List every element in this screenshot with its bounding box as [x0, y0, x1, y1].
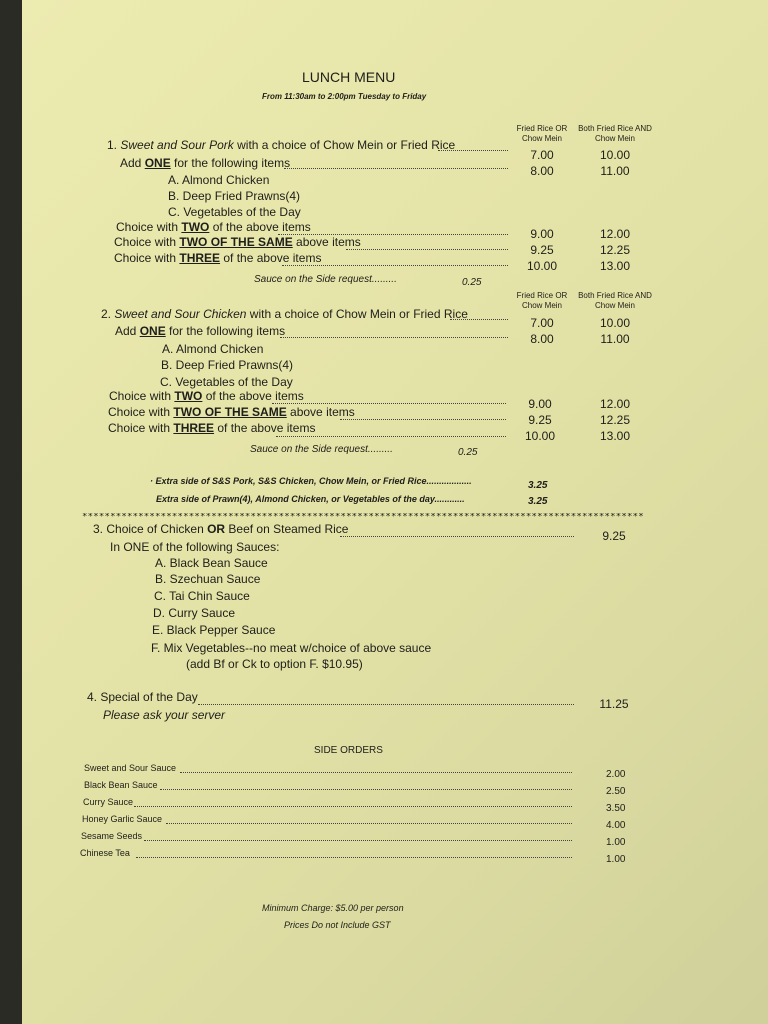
- section2-choice: Choice with TWO OF THE SAME above items: [108, 405, 355, 419]
- col-header-single: Fried Rice OR Chow Mein: [516, 124, 568, 143]
- section1-option: A. Almond Chicken: [168, 173, 270, 187]
- price: 7.00: [530, 316, 554, 330]
- section1-option: C. Vegetables of the Day: [168, 205, 301, 219]
- section2-add-one: Add ONE for the following items: [115, 324, 286, 338]
- extra-side-line: Extra side of Prawn(4), Almond Chicken, or Vegetables of the day............: [156, 494, 465, 504]
- col-header-single: Fried Rice OR Chow Mein: [516, 291, 568, 310]
- price: 3.25: [528, 480, 548, 491]
- price: 2.00: [606, 769, 626, 780]
- section2-sauce-request: Sauce on the Side request.........: [250, 444, 393, 455]
- menu-hours: From 11:30am to 2:00pm Tuesday to Friday: [262, 92, 427, 101]
- menu-title: LUNCH MENU: [302, 69, 396, 85]
- col-header-both: Both Fried Rice AND Chow Mein: [578, 124, 652, 143]
- price: 11.00: [600, 332, 630, 346]
- section4-subheading: Please ask your server: [103, 708, 226, 722]
- col-header-both: Both Fried Rice AND Chow Mein: [578, 291, 652, 310]
- price: 10.00: [599, 316, 631, 330]
- side-order-item: Sesame Seeds: [81, 831, 143, 841]
- price: 10.00: [599, 148, 631, 162]
- section3-option: B. Szechuan Sauce: [155, 572, 261, 586]
- section2-choice: Choice with THREE of the above items: [108, 421, 316, 435]
- price: 12.25: [599, 243, 631, 257]
- price: 13.00: [599, 259, 631, 273]
- price: 13.00: [599, 429, 631, 443]
- menu-page: [22, 0, 768, 1024]
- price: 9.25: [528, 413, 552, 427]
- price: 8.00: [530, 164, 554, 178]
- price: 12.00: [599, 397, 631, 411]
- price: 0.25: [458, 447, 478, 458]
- side-order-item: Sweet and Sour Sauce: [84, 763, 177, 773]
- side-order-item: Chinese Tea: [80, 848, 130, 858]
- section1-heading: 1. Sweet and Sour Pork with a choice of Chow Mein or Fried Rice: [107, 138, 456, 152]
- section1-choice: Choice with TWO of the above items: [116, 220, 311, 234]
- price: 12.00: [599, 227, 631, 241]
- section3-note: (add Bf or Ck to option F. $10.95): [186, 657, 363, 671]
- section3-option: C. Tai Chin Sauce: [154, 589, 250, 603]
- price: 10.00: [524, 429, 556, 443]
- extra-side-line: · Extra side of S&S Pork, S&S Chicken, Chow Mein, or Fried Rice..................: [150, 476, 472, 486]
- price: 2.50: [606, 786, 626, 797]
- price: 4.00: [606, 820, 626, 831]
- side-orders-heading: SIDE ORDERS: [314, 745, 383, 756]
- side-order-item: Curry Sauce: [83, 797, 134, 807]
- price: 11.25: [599, 697, 629, 711]
- section4-heading: 4. Special of the Day: [87, 690, 198, 704]
- price: 12.25: [599, 413, 631, 427]
- price: 9.25: [530, 243, 554, 257]
- price: 0.25: [462, 277, 482, 288]
- section2-option: B. Deep Fried Prawns(4): [161, 358, 294, 372]
- section1-add-one: Add ONE for the following items: [120, 156, 291, 170]
- section1-choice: Choice with TWO OF THE SAME above items: [114, 235, 361, 249]
- side-order-item: Black Bean Sauce: [84, 780, 158, 790]
- section2-heading: 2. Sweet and Sour Chicken with a choice of Chow Mein or Fried Rice: [101, 307, 468, 321]
- price: 8.00: [530, 332, 554, 346]
- price: 7.00: [530, 148, 554, 162]
- price: 1.00: [606, 854, 626, 865]
- section1-choice: Choice with THREE of the above items: [114, 251, 322, 265]
- price: 9.00: [528, 397, 552, 411]
- price: 9.25: [602, 529, 626, 543]
- side-order-item: Honey Garlic Sauce: [82, 814, 163, 824]
- section2-option: C. Vegetables of the Day: [160, 375, 293, 389]
- price: 3.50: [606, 803, 626, 814]
- section1-option: B. Deep Fried Prawns(4): [168, 189, 301, 203]
- price: 3.25: [528, 496, 548, 507]
- section3-option: D. Curry Sauce: [153, 606, 236, 620]
- gst-note: Prices Do not Include GST: [284, 920, 391, 930]
- price: 1.00: [606, 837, 626, 848]
- price: 9.00: [530, 227, 554, 241]
- section3-option: A. Black Bean Sauce: [155, 556, 268, 570]
- price: 10.00: [526, 259, 558, 273]
- minimum-charge: Minimum Charge: $5.00 per person: [262, 903, 404, 913]
- section3-option: F. Mix Vegetables--no meat w/choice of above sauce: [151, 641, 432, 655]
- section2-option: A. Almond Chicken: [162, 342, 264, 356]
- price: 11.00: [600, 164, 630, 178]
- star-divider: ****************************************************************************************************: [82, 513, 644, 521]
- section2-choice: Choice with TWO of the above items: [109, 389, 304, 403]
- section3-heading: 3. Choice of Chicken OR Beef on Steamed Rice: [93, 522, 349, 536]
- section3-option: E. Black Pepper Sauce: [152, 623, 276, 637]
- section3-subheading: In ONE of the following Sauces:: [110, 540, 280, 554]
- section1-sauce-request: Sauce on the Side request.........: [254, 274, 397, 285]
